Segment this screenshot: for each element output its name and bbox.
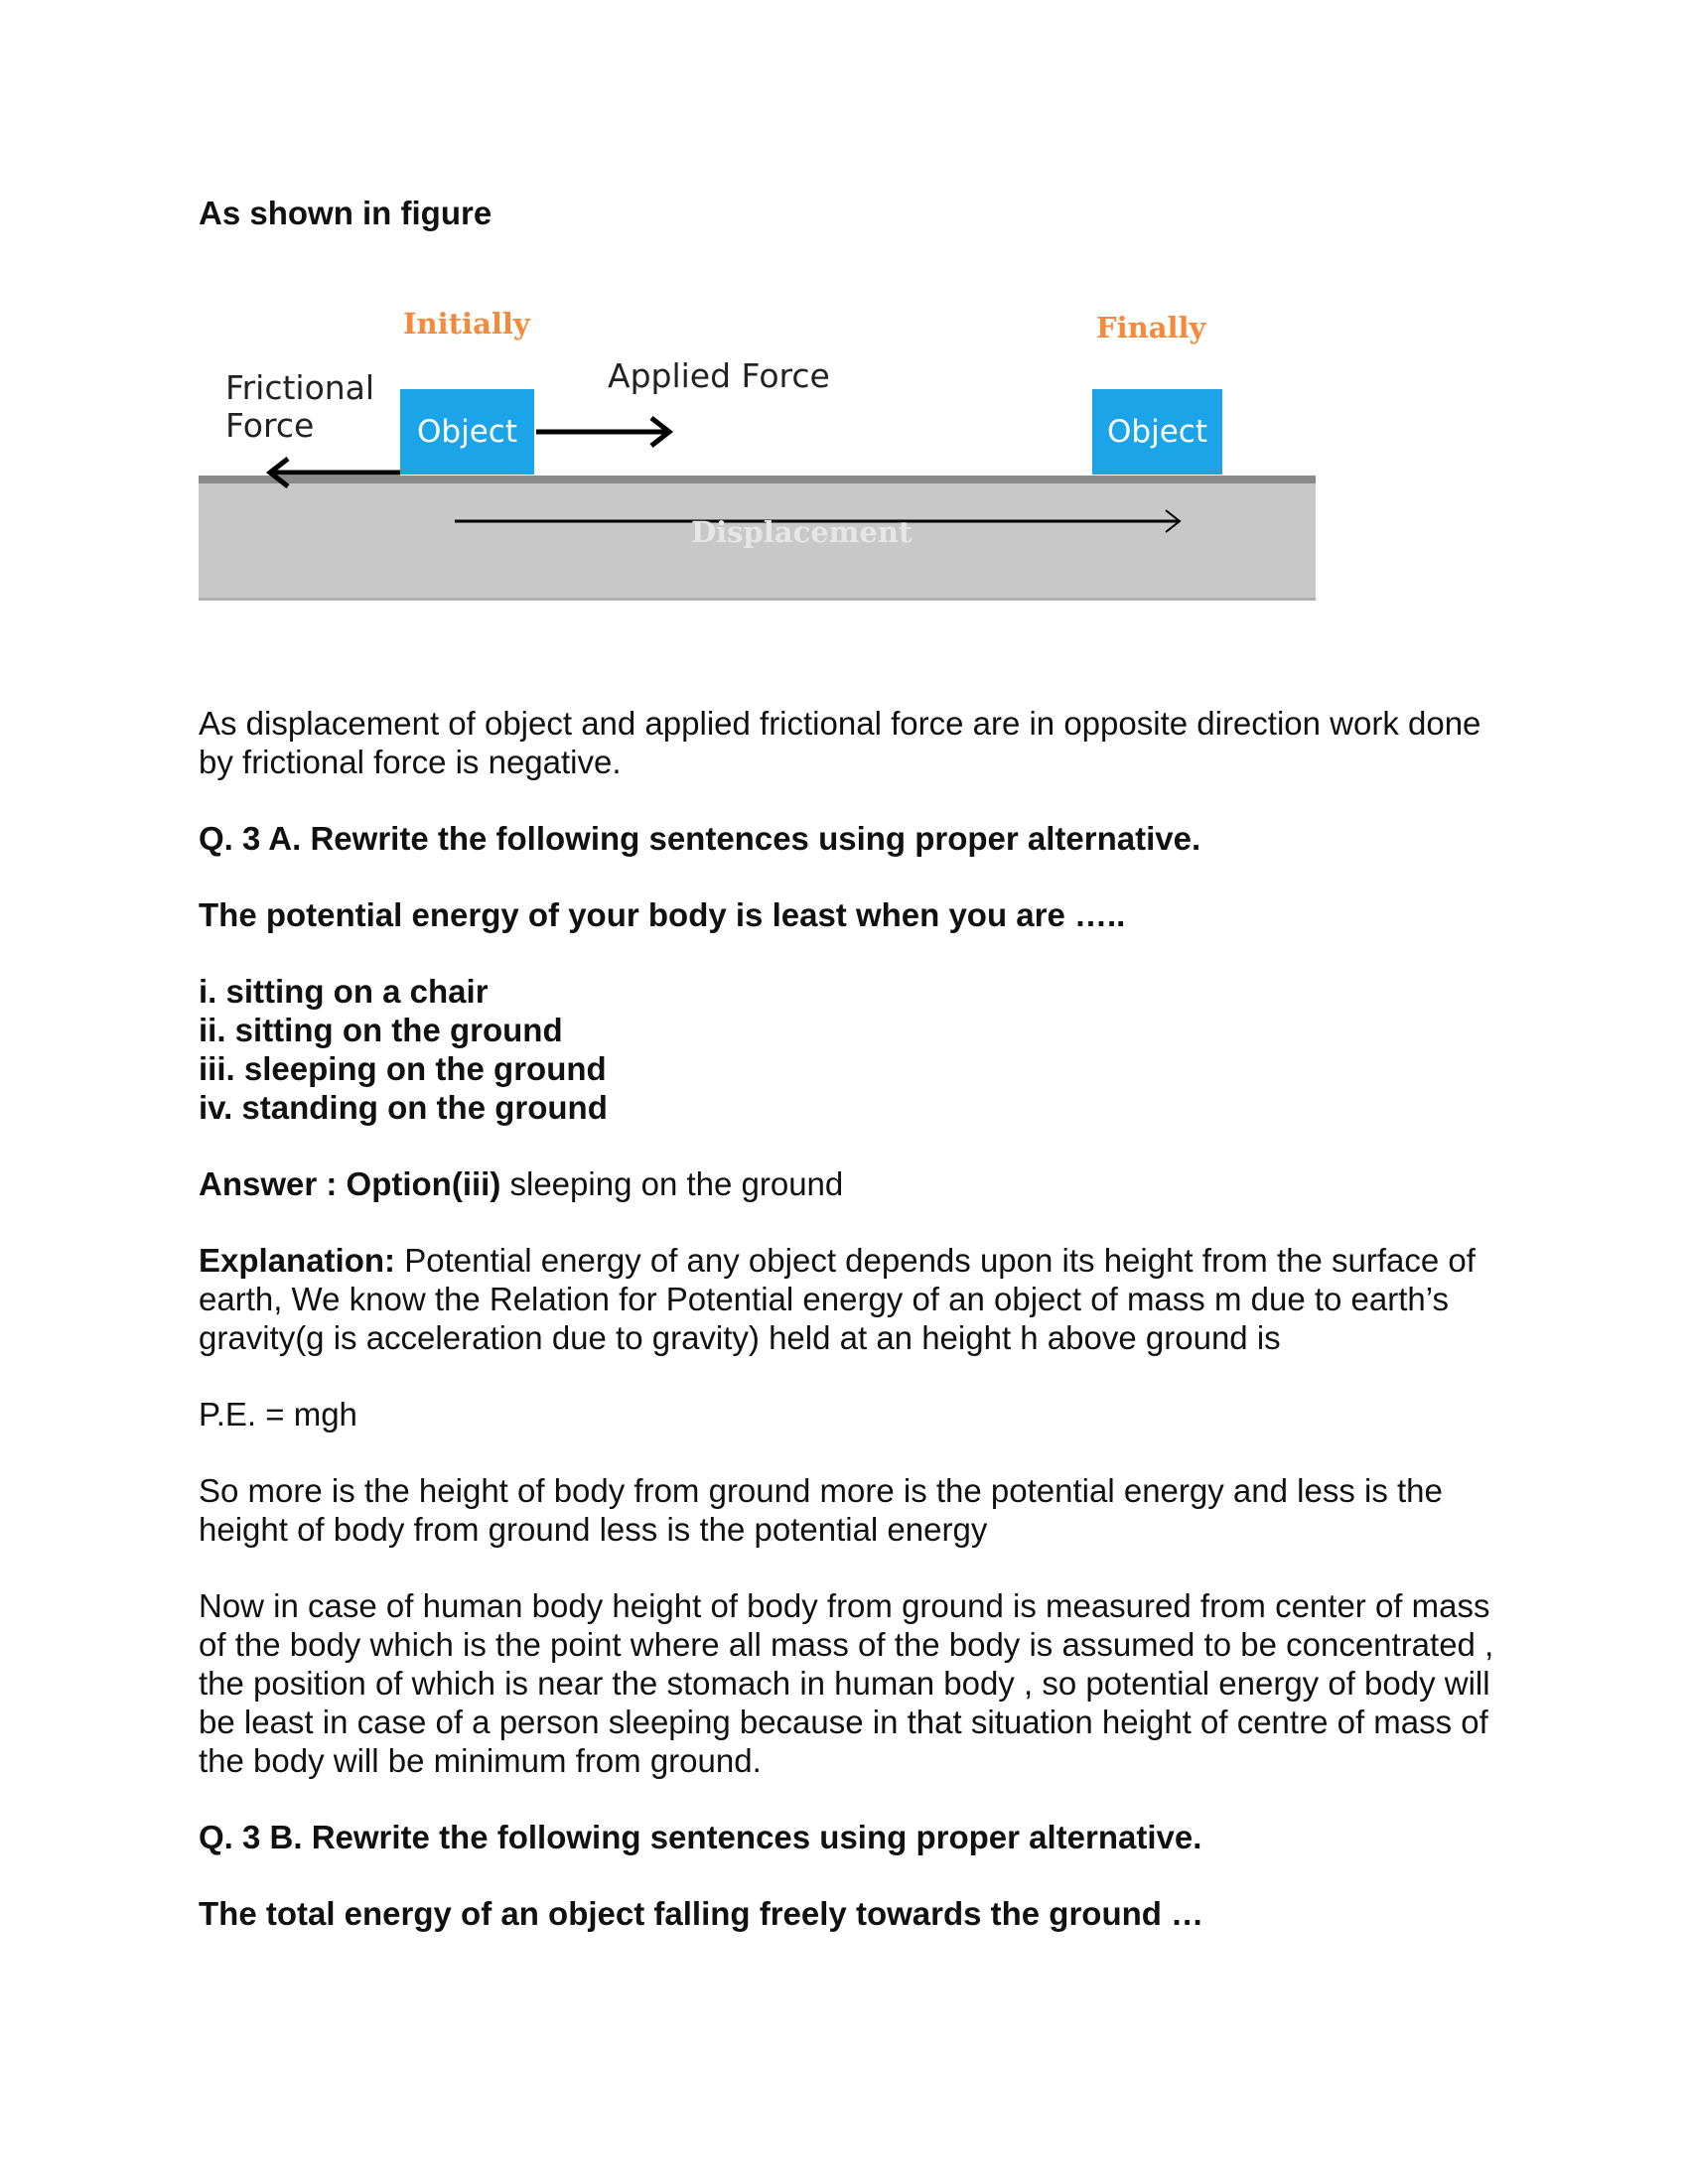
displacement-label: Displacement: [691, 515, 913, 549]
q3a-option-3: iii. sleeping on the ground: [199, 1050, 607, 1087]
explanation-label: Explanation:: [199, 1242, 396, 1279]
q3a-question: The potential energy of your body is least when you are …..: [199, 896, 1126, 933]
formula-text: P.E. = mgh: [199, 1396, 357, 1433]
initially-label: Initially: [403, 307, 530, 341]
q3b-question: The total energy of an object falling freely towards the ground …: [199, 1895, 1204, 1932]
friction-note: As displacement of object and applied frictional force are in opposite direction work done by frictional force is negative.: [199, 705, 1481, 780]
q3a-option-2: ii. sitting on the ground: [199, 1012, 563, 1048]
q3a-heading: Q. 3 A. Rewrite the following sentences using proper alternative.: [199, 820, 1201, 857]
q3a-explanation: [199, 1241, 1509, 1357]
ground-bottom-line: [199, 598, 1316, 601]
q3a-answer: [199, 1164, 1509, 1203]
explanation-para-2: Now in case of human body height of body from ground is measured from center of mass of the body which is the point where all mass of the body is assumed to be concentrated , the position of which is near the stomach in human body , so potential energy of body will be least in case of a person sleeping because in that situation height of centre of mass of the body will be minimum from ground.: [199, 1587, 1494, 1779]
ground-top-line: [199, 476, 1316, 483]
document-page: [199, 194, 1509, 1933]
q3a-option-4: iv. standing on the ground: [199, 1089, 608, 1126]
friction-figure: [199, 307, 1316, 624]
applied-force-label: Applied Force: [608, 356, 830, 395]
explanation-para-1: So more is the height of body from ground more is the potential energy and less is the height of body from ground less is the potential energy: [199, 1472, 1443, 1548]
intro-text: As shown in figure: [199, 195, 492, 231]
answer-label: Answer : Option(iii): [199, 1165, 501, 1202]
explanation-text: Potential energy of any object depends upon its height from the surface of earth, We know the Relation for Potential energy of an object of mass m due to earth’s gravity(g is acceleration due to gravity) held at an height h above ground is: [199, 1242, 1476, 1356]
object-final-box: Object: [1092, 389, 1222, 475]
object-initial-box: Object: [400, 389, 534, 475]
frictional-force-label: Frictional Force: [225, 368, 375, 445]
answer-text: sleeping on the ground: [500, 1165, 844, 1202]
q3a-option-list: [199, 972, 1509, 1127]
q3a-option-1: i. sitting on a chair: [199, 973, 489, 1010]
finally-label: Finally: [1096, 311, 1206, 344]
q3b-heading: Q. 3 B. Rewrite the following sentences using proper alternative.: [199, 1819, 1202, 1855]
